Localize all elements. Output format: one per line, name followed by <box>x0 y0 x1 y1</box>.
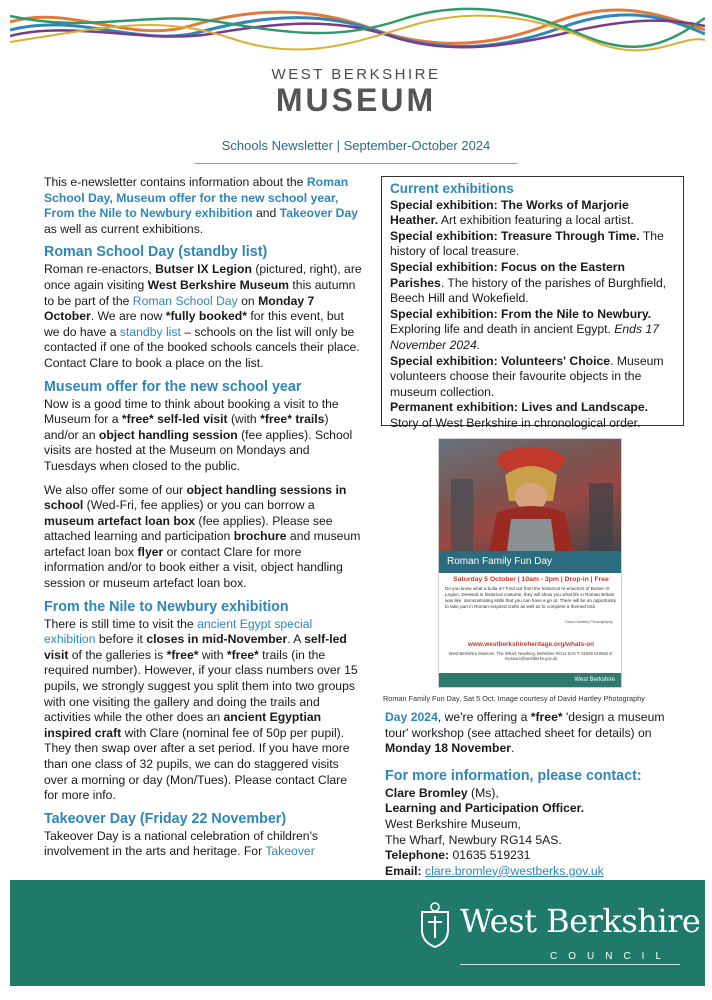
header-divider <box>195 163 517 164</box>
contact-address: The Wharf, Newbury RG14 5AS. <box>385 832 562 847</box>
council-crest-icon <box>418 902 452 948</box>
takeover-day-heading: Takeover Day (Friday 22 November) <box>44 810 287 827</box>
takeover-link[interactable]: Takeover <box>265 844 315 859</box>
flyer-link[interactable]: flyer <box>137 544 164 559</box>
right-column <box>385 710 685 879</box>
left-column <box>44 175 362 860</box>
roman-school-day-link[interactable]: Roman School Day <box>132 293 238 308</box>
council-logo-rule <box>460 964 680 965</box>
brochure-link[interactable]: brochure <box>233 529 287 544</box>
poster-address: West Berkshire Museum, The Wharf, Newbury, Berkshire RG14 5AS T: 01635 519562 E: museum@westberks.gov.uk <box>448 651 614 662</box>
roman-family-fun-day-poster <box>438 438 622 688</box>
poster-url-link[interactable]: www.westberkshireheritage.org/whats-on <box>467 641 595 648</box>
poster-banner: Roman Family Fun Day <box>439 551 622 573</box>
intro-text: as well as current exhibitions. <box>44 221 204 236</box>
contact-org: West Berkshire Museum, <box>385 816 521 831</box>
takeover-day-2024-link[interactable]: Day 2024 <box>385 710 438 724</box>
museum-offer-paragraph-1: Now is a good time to think about booking a visit to the Museum for a *free* self-led visit (with *free* trails) and/or an object handling session (fee applies). School visits are hosted at the Museum on Mondays and Tuesdays when closed to the public. <box>44 396 353 473</box>
council-logo-sub: COUNCIL <box>550 951 673 962</box>
museum-logo-line1: WEST BERKSHIRE <box>271 66 441 83</box>
museum-offer-heading: Museum offer for the new school year <box>44 378 302 395</box>
council-logo-name: West Berkshire <box>460 902 701 940</box>
exhibition-item: Permanent exhibition: Lives and Landscape. Story of West Berkshire in chronological order. <box>390 400 649 430</box>
roman-soldier-photo <box>439 439 622 551</box>
takeover-day-link[interactable]: Takeover Day <box>279 206 359 221</box>
museum-offer-paragraph-2: We also offer some of our object handling sessions in school (Wed-Fri, fee applies) or you can borrow a museum artefact loan box (fee applies). Please see attached learning and participation brochure and museum artefact loan box flyer or contact Clare for more information and/or to book either a visit, object handling session or museum artefact loan box. <box>44 482 361 591</box>
poster-description: Do you know what a bulla is? Find out from the historical re-enactors of Butser IX Legion. Dressed in historical costume, they will show you what life in Roman Britain was like, demonstrating skills that you can have a go at. There will be an opportunity to take part in Roman-inspired crafts as well as to complete a themed trail. <box>445 586 616 609</box>
newsletter-subtitle: Schools Newsletter | September-October 2024 <box>221 138 491 153</box>
contact-heading: For more information, please contact: <box>385 767 642 784</box>
museum-logo-line2: MUSEUM <box>275 82 437 118</box>
poster-caption: Roman Family Fun Day, Sat 5 Oct. Image courtesy of David Hartley Photography <box>383 694 645 703</box>
decorative-wave-banner <box>10 4 705 52</box>
exhibition-item: Special exhibition: Focus on the Eastern Parishes. The history of the parishes of Burghfield, Beech Hill and Wokefield. <box>390 259 667 306</box>
exhibition-item: Special exhibition: Treasure Through Time. The history of local treasure. <box>390 228 664 259</box>
poster-footer-logo: West Berkshire <box>439 673 622 687</box>
exhibition-item: Special exhibition: From the Nile to Newbury. Exploring life and death in ancient Egypt. Ends 17 November 2024. <box>390 306 659 352</box>
email-link[interactable]: clare.bromley@westberks.gov.uk <box>424 863 604 878</box>
poster-date: Saturday 5 October | 10am - 3pm | Drop-in | Free <box>453 576 609 583</box>
roman-soldier-illustration <box>439 439 622 551</box>
roman-school-day-heading: Roman School Day (standby list) <box>44 244 268 261</box>
takeover-day-paragraph: Takeover Day is a national celebration of children's involvement in the arts and heritage. For Takeover <box>44 828 318 859</box>
current-exhibitions-heading: Current exhibitions <box>390 181 514 196</box>
intro-topics-link[interactable]: Roman School Day, Museum offer for the new school year, From the Nile to Newbury exhibition <box>44 175 349 221</box>
contact-telephone: Telephone: 01635 519231 <box>385 848 531 863</box>
intro-text: and <box>252 206 280 221</box>
intro-text: This e-newsletter contains information about the <box>44 175 307 189</box>
exhibition-item: Special exhibition: Volunteers' Choice. Museum volunteers choose their favourite objects in the museum collection. <box>390 353 664 399</box>
poster-photo-credit: David Hartley Photography <box>565 619 613 624</box>
contact-role: Learning and Participation Officer. <box>385 801 585 816</box>
contact-name: Clare Bromley (Ms), <box>385 785 499 800</box>
egypt-exhibition-link[interactable]: ancient Egypt special exhibition <box>44 616 313 647</box>
takeover-continued-paragraph: Day 2024, we're offering a *free* 'design a museum tour' workshop (see attached sheet for details) on Monday 18 November. <box>385 710 665 756</box>
exhibition-item: Special exhibition: The Works of Marjorie Heather. Art exhibition featuring a local artist. <box>390 197 634 228</box>
contact-email: Email: clare.bromley@westberks.gov.uk <box>385 863 604 878</box>
intro-paragraph <box>44 175 362 237</box>
nile-exhibition-paragraph: There is still time to visit the ancient Egypt special exhibition before it closes in mid-November. A self-led visit of the galleries is *free* with *free* trails (in the required number). However, if your class numbers over 15 pupils, we strongly suggest you split them into two groups with one visiting the gallery and doing the trails and activities while the other does an ancient Egyptian inspired craft with Clare (nominal fee of 50p per pupil). They then swap over after a set period. If you have more than one class of 32 pupils, we can do staggered visits over a morning or day (Mon/Tues). Please contact Clare for more info. <box>44 616 358 803</box>
roman-school-day-paragraph: Roman re-enactors, Butser IX Legion (pictured, right), are once again visiting West Berkshire Museum this autumn to be part of the Roman School Day on Monday 7 October. We are now *fully booked* for this event, but we do have a standby list – schools on the list will only be contacted if one of the booked schools cancels their place. Contact Clare to book a place on the list. <box>44 262 362 370</box>
standby-list-link[interactable]: standby list <box>119 324 181 339</box>
nile-exhibition-heading: From the Nile to Newbury exhibition <box>44 598 289 615</box>
current-exhibitions-box <box>381 176 684 430</box>
